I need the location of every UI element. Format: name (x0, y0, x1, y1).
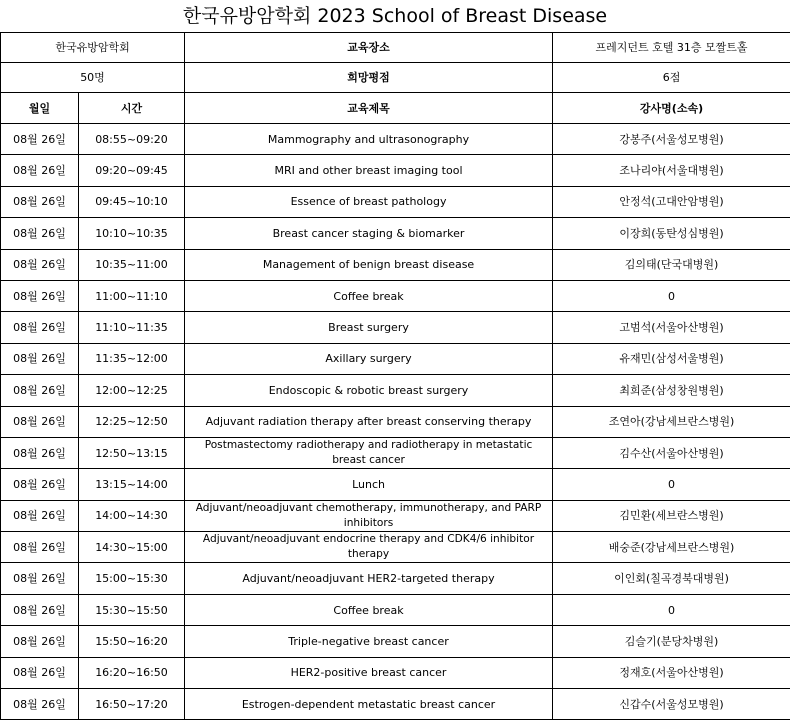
date-cell: 08월 26일 (1, 280, 79, 311)
time-cell: 12:25~12:50 (79, 406, 185, 437)
date-cell: 08월 26일 (1, 594, 79, 625)
subject-cell: Breast cancer staging & biomarker (185, 218, 553, 249)
subject-cell: MRI and other breast imaging tool (185, 155, 553, 186)
table-row (1, 406, 790, 437)
lecturer-cell: 이장희(동탄성심병원) (553, 218, 790, 249)
date-cell: 08월 26일 (1, 657, 79, 688)
table-row (1, 563, 790, 594)
table-row (1, 657, 790, 688)
table-row (1, 375, 790, 406)
date-cell: 08월 26일 (1, 437, 79, 468)
table-row (1, 280, 790, 311)
date-cell: 08월 26일 (1, 563, 79, 594)
time-cell: 16:50~17:20 (79, 689, 185, 720)
schedule-table (0, 32, 790, 720)
time-cell: 10:35~11:00 (79, 249, 185, 280)
date-cell: 08월 26일 (1, 124, 79, 155)
subject-cell: HER2-positive breast cancer (185, 657, 553, 688)
lecturer-cell: 유재민(삼성서울병원) (553, 343, 790, 374)
time-cell: 09:45~10:10 (79, 186, 185, 217)
date-cell: 08월 26일 (1, 343, 79, 374)
subject-cell: Adjuvant/neoadjuvant HER2-targeted therapy (185, 563, 553, 594)
time-cell: 11:00~11:10 (79, 280, 185, 311)
time-cell: 13:15~14:00 (79, 469, 185, 500)
time-cell: 14:30~15:00 (79, 532, 185, 563)
subject-cell: Essence of breast pathology (185, 186, 553, 217)
lecturer-cell: 최희준(삼성창원병원) (553, 375, 790, 406)
header-lecturer: 강사명(소속) (553, 93, 790, 124)
lecturer-cell: 0 (553, 594, 790, 625)
lecturer-cell: 정재호(서울아산병원) (553, 657, 790, 688)
time-cell: 10:10~10:35 (79, 218, 185, 249)
lecturer-cell: 고범석(서울아산병원) (553, 312, 790, 343)
subject-cell: Lunch (185, 469, 553, 500)
subject-cell: Axillary surgery (185, 343, 553, 374)
date-cell: 08월 26일 (1, 249, 79, 280)
lecturer-cell: 김슬기(분당차병원) (553, 626, 790, 657)
lecturer-cell: 김의태(단국대병원) (553, 249, 790, 280)
table-row (1, 249, 790, 280)
subject-cell: Adjuvant radiation therapy after breast conserving therapy (185, 406, 553, 437)
time-cell: 12:00~12:25 (79, 375, 185, 406)
rating-cell: 6점 (553, 63, 790, 93)
subject-cell: Mammography and ultrasonography (185, 124, 553, 155)
subject-cell: Breast surgery (185, 312, 553, 343)
subject-cell: Adjuvant/neoadjuvant chemotherapy, immunotherapy, and PARP inhibitors (185, 500, 553, 531)
table-row (1, 186, 790, 217)
time-cell: 11:10~11:35 (79, 312, 185, 343)
time-cell: 16:20~16:50 (79, 657, 185, 688)
lecturer-cell: 김민환(세브란스병원) (553, 500, 790, 531)
table-row (1, 500, 790, 531)
subject-cell: Coffee break (185, 280, 553, 311)
lecturer-cell: 배숭준(강남세브란스병원) (553, 532, 790, 563)
date-cell: 08월 26일 (1, 155, 79, 186)
table-row (1, 218, 790, 249)
table-row (1, 469, 790, 500)
time-cell: 15:30~15:50 (79, 594, 185, 625)
table-row (1, 437, 790, 468)
table-row (1, 343, 790, 374)
subject-cell: Postmastectomy radiotherapy and radiotherapy in metastatic breast cancer (185, 437, 553, 468)
time-cell: 15:00~15:30 (79, 563, 185, 594)
table-row (1, 594, 790, 625)
header-month-day: 월일 (1, 93, 79, 124)
date-cell: 08월 26일 (1, 406, 79, 437)
info-row-2 (1, 63, 790, 93)
date-cell: 08월 26일 (1, 312, 79, 343)
table-row (1, 155, 790, 186)
header-row (1, 93, 790, 124)
lecturer-cell: 안정석(고대안암병원) (553, 186, 790, 217)
capacity-cell: 50명 (1, 63, 185, 93)
subject-cell: Estrogen-dependent metastatic breast cancer (185, 689, 553, 720)
table-row (1, 124, 790, 155)
date-cell: 08월 26일 (1, 218, 79, 249)
header-subject: 교육제목 (185, 93, 553, 124)
date-cell: 08월 26일 (1, 532, 79, 563)
lecturer-cell: 0 (553, 469, 790, 500)
subject-cell: Adjuvant/neoadjuvant endocrine therapy and CDK4/6 inhibitor therapy (185, 532, 553, 563)
date-cell: 08월 26일 (1, 469, 79, 500)
lecturer-cell: 이인회(칠곡경북대병원) (553, 563, 790, 594)
date-cell: 08월 26일 (1, 689, 79, 720)
venue-cell: 프레지던트 호텔 31층 모짤트홀 (553, 33, 790, 63)
table-row (1, 626, 790, 657)
subject-cell: Endoscopic & robotic breast surgery (185, 375, 553, 406)
organizer-cell: 한국유방암학회 (1, 33, 185, 63)
date-cell: 08월 26일 (1, 186, 79, 217)
lecturer-cell: 조연아(강남세브란스병원) (553, 406, 790, 437)
lecturer-cell: 강봉주(서울성모병원) (553, 124, 790, 155)
time-cell: 09:20~09:45 (79, 155, 185, 186)
info-row-1 (1, 33, 790, 63)
time-cell: 11:35~12:00 (79, 343, 185, 374)
date-cell: 08월 26일 (1, 626, 79, 657)
page-title: 한국유방암학회 2023 School of Breast Disease (182, 5, 608, 27)
lecturer-cell: 신갑수(서울성모병원) (553, 689, 790, 720)
header-time: 시간 (79, 93, 185, 124)
time-cell: 08:55~09:20 (79, 124, 185, 155)
lecturer-cell: 0 (553, 280, 790, 311)
lecturer-cell: 조나리야(서울대병원) (553, 155, 790, 186)
time-cell: 15:50~16:20 (79, 626, 185, 657)
time-cell: 12:50~13:15 (79, 437, 185, 468)
venue-label (185, 33, 553, 63)
date-cell: 08월 26일 (1, 375, 79, 406)
venue-label-text: 교육장소 (347, 41, 390, 54)
subject-cell: Coffee break (185, 594, 553, 625)
table-row (1, 312, 790, 343)
date-cell: 08월 26일 (1, 500, 79, 531)
time-cell: 14:00~14:30 (79, 500, 185, 531)
table-row (1, 689, 790, 720)
lecturer-cell: 김수산(서울아산병원) (553, 437, 790, 468)
table-row (1, 532, 790, 563)
subject-cell: Triple-negative breast cancer (185, 626, 553, 657)
rating-label: 희망평점 (185, 63, 553, 93)
subject-cell: Management of benign breast disease (185, 249, 553, 280)
